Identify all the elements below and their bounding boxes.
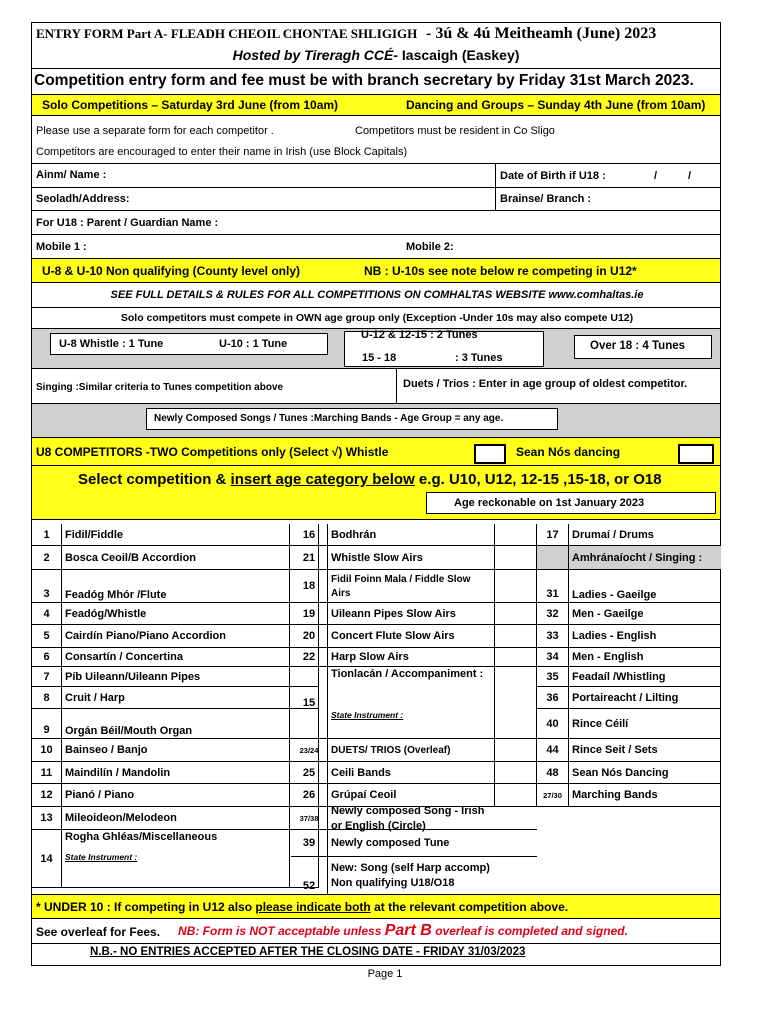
- mobile2-label: Mobile 2:: [406, 241, 454, 253]
- fees-text: See overleaf for Fees.: [36, 925, 161, 939]
- competition-name: Ladies - Gaeilge: [572, 589, 657, 602]
- over18-tunes: Over 18 : 4 Tunes: [590, 340, 686, 352]
- competition-row: [291, 830, 537, 857]
- competition-row: [291, 570, 537, 603]
- competition-name: Bainseo / Banjo: [65, 744, 148, 757]
- competition-name: Marching Bands: [572, 789, 658, 802]
- competition-name: Whistle Slow Airs: [331, 551, 423, 564]
- competition-row: [537, 648, 721, 667]
- select-row: [31, 466, 721, 520]
- competition-number: 32: [537, 603, 569, 625]
- competition-row: [291, 524, 537, 546]
- competition-row: [291, 648, 537, 667]
- competition-row: [537, 524, 721, 546]
- newly-text: Newly Composed Songs / Tunes :Marching Bands - Age Group = any age.: [154, 413, 504, 424]
- hosted-prefix: Hosted by Tireragh CCÉ-: [232, 47, 399, 63]
- sean-nos-label: Sean Nós dancing: [516, 445, 621, 459]
- competition-name: Píb Uileann/Uileann Pipes: [65, 670, 201, 683]
- competition-name: Men - Gaeilge: [572, 607, 644, 620]
- competition-row: [291, 804, 537, 832]
- competition-number: 3: [32, 570, 62, 603]
- competition-name: Sean Nós Dancing: [572, 766, 669, 779]
- competition-number: 12: [32, 784, 62, 807]
- competition-number: 1: [32, 524, 62, 546]
- competition-number: 35: [537, 667, 569, 687]
- competition-number: 40: [537, 709, 569, 739]
- competition-number: 34: [537, 648, 569, 667]
- competition-row: [32, 739, 319, 762]
- competition-number: 4: [32, 603, 62, 625]
- competition-name: Newly composed Tune: [331, 837, 450, 850]
- newly-box: [146, 408, 558, 430]
- select-underlined: insert age category below: [230, 471, 415, 488]
- u8-whistle: U-8 Whistle : 1 Tune: [59, 338, 164, 350]
- non-qualifying-text: U-8 & U-10 Non qualifying (County level only): [42, 264, 301, 278]
- competition-number: 33: [537, 625, 569, 648]
- note-resident: Competitors must be resident in Co Sligo: [355, 125, 555, 137]
- competition-number: 11: [32, 762, 62, 784]
- competition-row: [537, 784, 721, 807]
- competition-number: 15: [291, 667, 328, 739]
- age-category-input[interactable]: [494, 667, 537, 739]
- competition-row: [32, 784, 319, 807]
- address-label: Seoladh/Address:: [36, 193, 130, 205]
- dob-slash: /: [688, 170, 692, 182]
- competition-name: Feadaíl /Whistling: [572, 670, 666, 683]
- u15-18: 15 - 18: [362, 352, 397, 364]
- competition-number: 20: [291, 625, 328, 648]
- competition-row: [537, 603, 721, 625]
- notes-row: [31, 116, 721, 164]
- competition-name: Orgán Béil/Mouth Organ: [65, 725, 193, 738]
- mobile-row: [31, 235, 721, 259]
- part-b: Part B: [384, 922, 432, 939]
- newly-row: [31, 404, 721, 438]
- competition-row: [537, 709, 721, 739]
- age-category-input[interactable]: [494, 739, 537, 762]
- sean-nos-checkbox[interactable]: [678, 444, 714, 464]
- closing-date: N.B.- NO ENTRIES ACCEPTED AFTER THE CLOSING DATE - FRIDAY 31/03/2023: [90, 946, 526, 958]
- competition-name: Rince Céilí: [572, 717, 629, 730]
- nb-form-text: [178, 922, 628, 940]
- under10-prefix: * UNDER 10 : If competing in U12 also: [36, 900, 256, 914]
- name-label: Ainm/ Name :: [36, 169, 107, 181]
- competition-name: Bosca Ceoil/B Accordion: [65, 551, 197, 564]
- u12-tunes: U-12 & 12-15 : 2 Tunes: [361, 329, 478, 341]
- competition-name: Uileann Pipes Slow Airs: [331, 607, 456, 620]
- competition-number: 48: [537, 762, 569, 784]
- competition-number: 19: [291, 603, 328, 625]
- hosted-suffix: Iascaigh (Easkey): [401, 47, 520, 63]
- own-age-row: [31, 308, 721, 329]
- singing-text: Singing :Similar criteria to Tunes competition above: [36, 382, 284, 393]
- deadline-line: Competition entry form and fee must be with branch secretary by Friday 31st March 2023.: [34, 72, 694, 89]
- u12-box: [344, 331, 544, 367]
- competition-number: 6: [32, 648, 62, 667]
- singing-row: [31, 369, 721, 404]
- name-row: [31, 164, 721, 188]
- select-suffix: e.g. U10, U12, 12-15 ,15-18, or O18: [414, 471, 662, 488]
- competition-name: Harp Slow Airs: [331, 651, 409, 664]
- competition-name: Drumaí / Drums: [572, 528, 654, 541]
- competition-number: 5: [32, 625, 62, 648]
- competition-number: 23/24: [291, 739, 328, 762]
- competition-row: [32, 687, 319, 709]
- competition-number: 14: [32, 830, 62, 888]
- competition-name: Cairdín Piano/Piano Accordion: [65, 630, 226, 643]
- competition-row: [32, 625, 319, 648]
- divider: [396, 369, 397, 404]
- competition-number: 10: [32, 739, 62, 762]
- competition-name: Concert Flute Slow Airs: [331, 630, 455, 643]
- competition-row: [32, 709, 319, 739]
- competition-name: Fidil/Fiddle: [65, 528, 124, 541]
- age-category-input[interactable]: [494, 625, 537, 648]
- competition-number: 37/38: [291, 807, 328, 830]
- mobile1-label: Mobile 1 :: [36, 241, 87, 253]
- competition-row: [291, 667, 537, 739]
- nb-form-part1: NB: Form is NOT acceptable unless: [178, 924, 382, 938]
- note-separate-form: Please use a separate form for each competitor .: [36, 125, 274, 137]
- competition-row: [537, 570, 721, 603]
- see-full-row: [31, 283, 721, 308]
- competition-name: Bodhrán: [331, 528, 377, 541]
- dob-label: Date of Birth if U18 :: [500, 170, 606, 182]
- competition-row: [32, 570, 319, 603]
- state-instrument-label: State Instrument :: [65, 852, 138, 862]
- age-category-input[interactable]: [494, 648, 537, 667]
- competition-name: Rince Seit / Sets: [572, 744, 658, 757]
- age-category-input[interactable]: [494, 524, 537, 546]
- title-right: - 3ú & 4ú Meitheamh (June) 2023: [426, 25, 657, 42]
- competition-number: 2: [32, 546, 62, 570]
- competition-name: DUETS/ TRIOS (Overleaf): [331, 744, 451, 756]
- competition-number: 44: [537, 739, 569, 762]
- competition-number: 13: [32, 807, 62, 830]
- whistle-checkbox[interactable]: [474, 444, 506, 464]
- competition-row: [32, 807, 319, 830]
- competition-row: [291, 603, 537, 625]
- form-title: [36, 25, 720, 47]
- competition-name: Men - English: [572, 651, 644, 664]
- competition-row: [32, 667, 319, 687]
- competition-row: [32, 648, 319, 667]
- competition-name: Fidil Foinn Mala / Fiddle Slow Airs: [331, 574, 471, 599]
- competition-row: [291, 762, 537, 784]
- competition-row: [291, 739, 537, 762]
- competition-row: [537, 687, 721, 709]
- competition-number: 7: [32, 667, 62, 687]
- competition-name: Feadóg Mhór /Flute: [65, 589, 167, 602]
- competition-name: Mileoideon/Melodeon: [65, 812, 177, 825]
- competition-row: [537, 739, 721, 762]
- competition-name: Feadóg/Whistle: [65, 607, 147, 620]
- competition-number: 52: [291, 857, 328, 895]
- competition-name: Amhránaíocht / Singing :: [572, 551, 703, 564]
- see-full-text: SEE FULL DETAILS & RULES FOR ALL COMPETITIONS ON COMHALTAS WEBSITE www.comhaltas.ie: [110, 289, 644, 301]
- fees-row: [31, 919, 721, 944]
- dob-slash: /: [654, 170, 658, 182]
- competition-row: [32, 524, 319, 546]
- three-tunes: : 3 Tunes: [455, 352, 503, 364]
- u8-competitors-row: [31, 438, 721, 466]
- competition-number: 17: [537, 524, 569, 546]
- competition-number: 26: [291, 784, 328, 807]
- competition-row: [537, 762, 721, 784]
- guardian-row: [31, 211, 721, 235]
- duets-text: Duets / Trios : Enter in age group of oldest competitor.: [403, 378, 688, 390]
- competition-name: Grúpaí Ceoil: [331, 789, 397, 802]
- age-category-input[interactable]: [494, 570, 537, 603]
- competition-row: [32, 830, 319, 888]
- select-prefix: Select competition &: [78, 471, 231, 488]
- solo-date: Solo Competitions – Saturday 3rd June (from 10am): [42, 98, 339, 112]
- guardian-label: For U18 : Parent / Guardian Name :: [36, 217, 219, 229]
- competition-number: 25: [291, 762, 328, 784]
- title-left: ENTRY FORM Part A- FLEADH CHEOIL CHONTAE SHLIGIGH: [36, 26, 418, 41]
- page-number: Page 1: [367, 968, 403, 980]
- competition-number: 8: [32, 687, 62, 709]
- under10-suffix: at the relevant competition above.: [370, 900, 569, 914]
- u8-u10-box: [50, 333, 328, 355]
- competition-name: Portaireacht / Lilting: [572, 691, 679, 704]
- competition-row: [291, 625, 537, 648]
- age-category-input[interactable]: [494, 784, 537, 807]
- tunes-row: [31, 329, 721, 369]
- non-qualifying-row: [31, 259, 721, 283]
- nb-u10-text: NB : U-10s see note below re competing in U12*: [364, 264, 637, 278]
- competition-name: Rogha Ghléas/Miscellaneous: [65, 831, 218, 843]
- competition-number: 36: [537, 687, 569, 709]
- competition-number: 39: [291, 830, 328, 857]
- competition-name: Consartín / Concertina: [65, 651, 183, 664]
- competition-number: 22: [291, 648, 328, 667]
- competition-row: [32, 762, 319, 784]
- competition-number: 27/30: [537, 784, 569, 807]
- competition-name: Cruit / Harp: [65, 691, 125, 704]
- age-category-input[interactable]: [494, 546, 537, 570]
- own-age-text: Solo competitors must compete in OWN age group only (Exception -Under 10s may also compete U12): [120, 312, 634, 324]
- competition-number: [537, 546, 569, 570]
- competition-row: [291, 857, 537, 895]
- competition-number: 9: [32, 709, 62, 739]
- hosted-line: [31, 47, 721, 69]
- competition-name: Maindilín / Mandolin: [65, 766, 171, 779]
- competition-name: Newly composed Song - Irish or English (Circle): [331, 804, 485, 832]
- competition-row: [537, 546, 721, 570]
- competition-row: [32, 546, 319, 570]
- competition-name: Ceili Bands: [331, 766, 391, 779]
- competition-row: [291, 546, 537, 570]
- under10-row: [31, 895, 721, 919]
- competition-number: 21: [291, 546, 328, 570]
- age-category-input[interactable]: [494, 762, 537, 784]
- note-irish-name: Competitors are encouraged to enter their name in Irish (use Block Capitals): [36, 146, 408, 158]
- competition-name: Ladies - English: [572, 630, 657, 643]
- age-reckonable-box: [426, 492, 716, 514]
- u8-comp-text: U8 COMPETITORS -TWO Competitions only (Select √) Whistle: [36, 445, 389, 459]
- dates-bar: [31, 94, 721, 116]
- age-category-input[interactable]: [494, 603, 537, 625]
- competition-name: Pianó / Piano: [65, 789, 135, 802]
- dancing-date: Dancing and Groups – Sunday 4th June (from 10am): [406, 98, 706, 112]
- competition-number: 18: [291, 570, 328, 603]
- nb-form-part2: overleaf is completed and signed.: [435, 924, 628, 938]
- age-reckonable-text: Age reckonable on 1st January 2023: [454, 497, 645, 509]
- competition-row: [32, 603, 319, 625]
- competition-row: [537, 667, 721, 687]
- branch-label: Brainse/ Branch :: [500, 193, 592, 205]
- competition-name: Tionlacán / Accompaniment :: [331, 668, 484, 680]
- competition-number: 31: [537, 570, 569, 603]
- under10-underlined: please indicate both: [255, 900, 371, 914]
- u10-tunes: U-10 : 1 Tune: [219, 338, 288, 350]
- competition-number: 16: [291, 524, 328, 546]
- under10-text: [36, 900, 568, 914]
- competition-name: New: Song (self Harp accomp) Non qualifying U18/O18: [331, 862, 490, 889]
- state-instrument-label: State Instrument :: [331, 710, 404, 720]
- competition-row: [537, 625, 721, 648]
- over18-box: [574, 335, 712, 359]
- select-instructions: [78, 471, 662, 488]
- address-row: [31, 188, 721, 211]
